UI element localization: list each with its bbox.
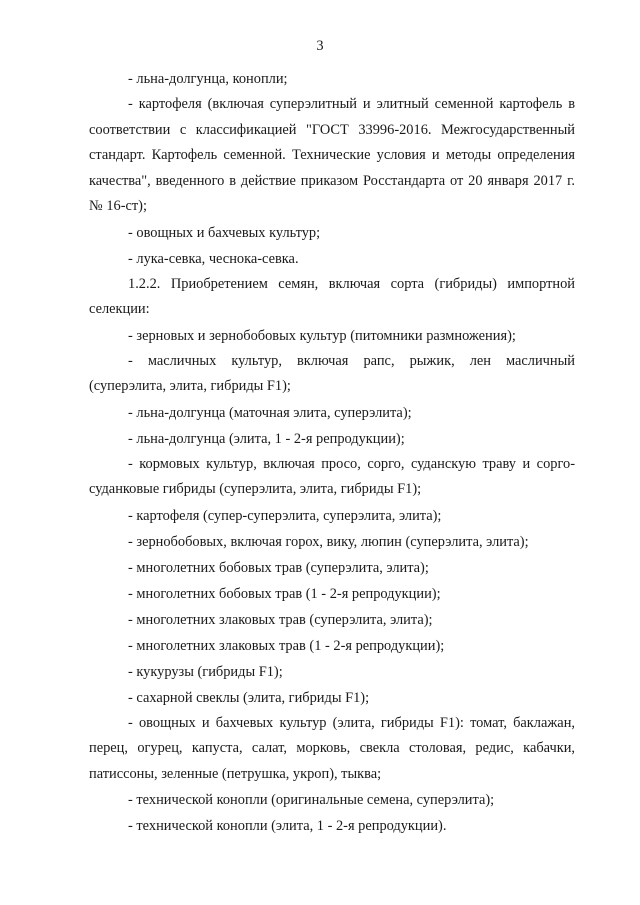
paragraph: - льна-долгунца (маточная элита, суперэлита); <box>128 404 412 421</box>
paragraph: - кормовых культур, включая просо, сорго, суданскую траву и сорго-суданковые гибриды (суперэлита, элита, гибриды F1); <box>89 455 575 497</box>
paragraph: - зерновых и зернобобовых культур (питомники размножения); <box>128 327 516 344</box>
paragraph: - масличных культур, включая рапс, рыжик, лен масличный (суперэлита, элита, гибриды F1); <box>89 352 575 394</box>
paragraph: - овощных и бахчевых культур; <box>128 224 321 241</box>
paragraph: - картофеля (включая суперэлитный и элитный семенной картофель в соответствии с классификацией "ГОСТ 33996-2016. Межгосударственный стандарт. Картофель семенной. Технические условия и методы определения качества", введенного в действие приказом Росстандарта от 20 января 2017 г. № 16-ст); <box>89 96 575 214</box>
paragraph: - многолетних бобовых трав (1 - 2-я репродукции); <box>128 585 441 602</box>
paragraph: - зернобобовых, включая горох, вику, люпин (суперэлита, элита); <box>128 533 529 550</box>
paragraph: - льна-долгунца (элита, 1 - 2-я репродукции); <box>128 430 405 447</box>
page-number: 3 <box>316 38 324 54</box>
paragraph: - кукурузы (гибриды F1); <box>128 663 283 680</box>
paragraph: - сахарной свеклы (элита, гибриды F1); <box>128 689 370 706</box>
paragraph: - лука-севка, чеснока-севка. <box>128 250 299 267</box>
document-body <box>89 66 575 839</box>
paragraph: - овощных и бахчевых культур (элита, гибриды F1): томат, баклажан, перец, огурец, капуста, салат, морковь, свекла столовая, редис, кабачки, патиссоны, зеленные (петрушка, укроп), тыква; <box>89 714 575 782</box>
paragraph: - льна-долгунца, конопли; <box>128 71 288 87</box>
paragraph: - многолетних злаковых трав (суперэлита, элита); <box>128 611 433 628</box>
paragraph: - технической конопли (оригинальные семена, суперэлита); <box>128 792 495 808</box>
paragraph: - многолетних злаковых трав (1 - 2-я репродукции); <box>128 637 445 654</box>
paragraph: 1.2.2. Приобретением семян, включая сорта (гибриды) импортной селекции: <box>89 275 575 317</box>
paragraph: - технической конопли (элита, 1 - 2-я репродукции). <box>128 818 447 834</box>
paragraph: - картофеля (супер-суперэлита, суперэлита, элита); <box>128 507 442 524</box>
paragraph: - многолетних бобовых трав (суперэлита, элита); <box>128 559 429 576</box>
